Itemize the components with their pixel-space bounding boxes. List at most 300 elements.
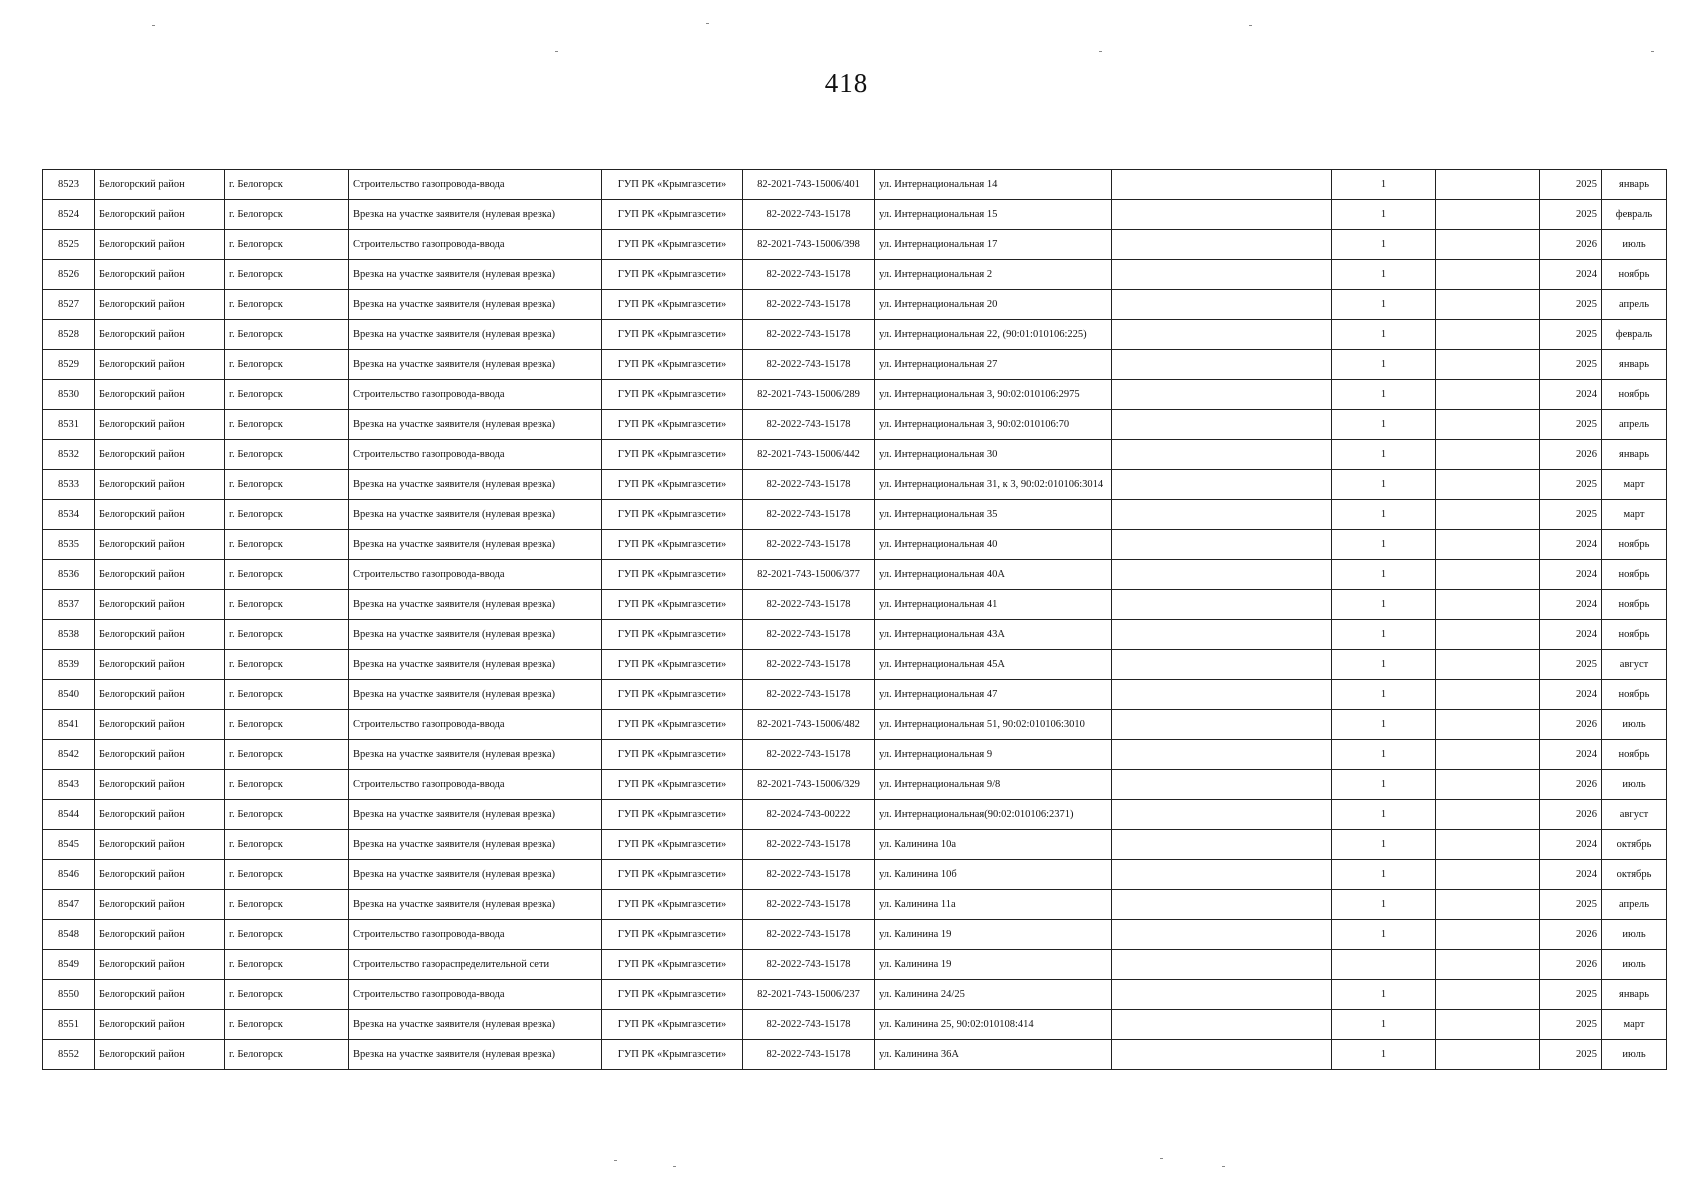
work-type-cell: Врезка на участке заявителя (нулевая врезка) <box>349 530 602 560</box>
year-cell: 2024 <box>1540 860 1602 890</box>
address-cell: ул. Интернациональная 41 <box>875 590 1112 620</box>
contract-number-cell: 82-2021-743-15006/377 <box>743 560 875 590</box>
district-cell: Белогорский район <box>95 920 225 950</box>
empty-cell <box>1112 950 1332 980</box>
contract-number-cell: 82-2022-743-15178 <box>743 1010 875 1040</box>
row-number: 8525 <box>43 230 95 260</box>
empty-cell <box>1436 830 1540 860</box>
table-row <box>43 560 1667 590</box>
empty-cell <box>1436 1040 1540 1070</box>
quantity-cell: 1 <box>1332 530 1436 560</box>
quantity-cell: 1 <box>1332 410 1436 440</box>
quantity-cell: 1 <box>1332 800 1436 830</box>
organization-cell: ГУП РК «Крымгазсети» <box>602 350 743 380</box>
contract-number-cell: 82-2022-743-15178 <box>743 350 875 380</box>
city-cell: г. Белогорск <box>225 680 349 710</box>
quantity-cell: 1 <box>1332 650 1436 680</box>
organization-cell: ГУП РК «Крымгазсети» <box>602 230 743 260</box>
empty-cell <box>1436 260 1540 290</box>
year-cell: 2025 <box>1540 1040 1602 1070</box>
row-number: 8546 <box>43 860 95 890</box>
address-cell: ул. Калинина 25, 90:02:010108:414 <box>875 1010 1112 1040</box>
work-type-cell: Врезка на участке заявителя (нулевая врезка) <box>349 350 602 380</box>
empty-cell <box>1112 710 1332 740</box>
empty-cell <box>1436 380 1540 410</box>
year-cell: 2025 <box>1540 200 1602 230</box>
empty-cell <box>1436 230 1540 260</box>
row-number: 8552 <box>43 1040 95 1070</box>
month-cell: март <box>1602 1010 1667 1040</box>
year-cell: 2024 <box>1540 560 1602 590</box>
empty-cell <box>1436 500 1540 530</box>
month-cell: июль <box>1602 920 1667 950</box>
address-cell: ул. Интернациональная 45А <box>875 650 1112 680</box>
month-cell: ноябрь <box>1602 380 1667 410</box>
table-row <box>43 740 1667 770</box>
city-cell: г. Белогорск <box>225 770 349 800</box>
table-row <box>43 1010 1667 1040</box>
work-type-cell: Строительство газопровода-ввода <box>349 710 602 740</box>
year-cell: 2026 <box>1540 950 1602 980</box>
address-cell: ул. Калинина 10б <box>875 860 1112 890</box>
year-cell: 2024 <box>1540 530 1602 560</box>
address-cell: ул. Интернациональная 14 <box>875 170 1112 200</box>
table-row <box>43 680 1667 710</box>
district-cell: Белогорский район <box>95 410 225 440</box>
table-row <box>43 620 1667 650</box>
empty-cell <box>1436 620 1540 650</box>
contract-number-cell: 82-2022-743-15178 <box>743 470 875 500</box>
month-cell: июль <box>1602 230 1667 260</box>
address-cell: ул. Интернациональная 9 <box>875 740 1112 770</box>
address-cell: ул. Калинина 19 <box>875 920 1112 950</box>
contract-number-cell: 82-2022-743-15178 <box>743 890 875 920</box>
work-type-cell: Врезка на участке заявителя (нулевая врезка) <box>349 800 602 830</box>
work-type-cell: Врезка на участке заявителя (нулевая врезка) <box>349 1010 602 1040</box>
quantity-cell: 1 <box>1332 590 1436 620</box>
district-cell: Белогорский район <box>95 260 225 290</box>
work-type-cell: Строительство газопровода-ввода <box>349 380 602 410</box>
contract-number-cell: 82-2022-743-15178 <box>743 200 875 230</box>
month-cell: ноябрь <box>1602 680 1667 710</box>
district-cell: Белогорский район <box>95 380 225 410</box>
year-cell: 2026 <box>1540 920 1602 950</box>
empty-cell <box>1436 440 1540 470</box>
organization-cell: ГУП РК «Крымгазсети» <box>602 950 743 980</box>
district-cell: Белогорский район <box>95 440 225 470</box>
organization-cell: ГУП РК «Крымгазсети» <box>602 980 743 1010</box>
district-cell: Белогорский район <box>95 860 225 890</box>
city-cell: г. Белогорск <box>225 170 349 200</box>
year-cell: 2026 <box>1540 800 1602 830</box>
work-type-cell: Строительство газопровода-ввода <box>349 170 602 200</box>
empty-cell <box>1112 890 1332 920</box>
organization-cell: ГУП РК «Крымгазсети» <box>602 320 743 350</box>
row-number: 8537 <box>43 590 95 620</box>
table-row <box>43 350 1667 380</box>
city-cell: г. Белогорск <box>225 950 349 980</box>
row-number: 8538 <box>43 620 95 650</box>
work-type-cell: Врезка на участке заявителя (нулевая врезка) <box>349 470 602 500</box>
empty-cell <box>1112 590 1332 620</box>
district-cell: Белогорский район <box>95 500 225 530</box>
city-cell: г. Белогорск <box>225 320 349 350</box>
city-cell: г. Белогорск <box>225 500 349 530</box>
organization-cell: ГУП РК «Крымгазсети» <box>602 170 743 200</box>
organization-cell: ГУП РК «Крымгазсети» <box>602 830 743 860</box>
empty-cell <box>1112 290 1332 320</box>
district-cell: Белогорский район <box>95 560 225 590</box>
contract-number-cell: 82-2022-743-15178 <box>743 500 875 530</box>
district-cell: Белогорский район <box>95 590 225 620</box>
year-cell: 2024 <box>1540 260 1602 290</box>
month-cell: январь <box>1602 170 1667 200</box>
row-number: 8547 <box>43 890 95 920</box>
row-number: 8526 <box>43 260 95 290</box>
contract-number-cell: 82-2022-743-15178 <box>743 650 875 680</box>
quantity-cell: 1 <box>1332 380 1436 410</box>
month-cell: январь <box>1602 350 1667 380</box>
organization-cell: ГУП РК «Крымгазсети» <box>602 680 743 710</box>
contract-number-cell: 82-2021-743-15006/482 <box>743 710 875 740</box>
address-cell: ул. Интернациональная 3, 90:02:010106:2975 <box>875 380 1112 410</box>
city-cell: г. Белогорск <box>225 1010 349 1040</box>
month-cell: февраль <box>1602 320 1667 350</box>
row-number: 8524 <box>43 200 95 230</box>
row-number: 8528 <box>43 320 95 350</box>
contract-number-cell: 82-2022-743-15178 <box>743 920 875 950</box>
city-cell: г. Белогорск <box>225 590 349 620</box>
quantity-cell: 1 <box>1332 470 1436 500</box>
work-type-cell: Строительство газораспределительной сети <box>349 950 602 980</box>
table-row <box>43 320 1667 350</box>
city-cell: г. Белогорск <box>225 470 349 500</box>
month-cell: февраль <box>1602 200 1667 230</box>
table-row <box>43 1040 1667 1070</box>
table-row <box>43 200 1667 230</box>
organization-cell: ГУП РК «Крымгазсети» <box>602 890 743 920</box>
table-row <box>43 710 1667 740</box>
empty-cell <box>1112 980 1332 1010</box>
empty-cell <box>1112 230 1332 260</box>
empty-cell <box>1436 860 1540 890</box>
year-cell: 2026 <box>1540 710 1602 740</box>
month-cell: июль <box>1602 950 1667 980</box>
month-cell: октябрь <box>1602 860 1667 890</box>
quantity-cell: 1 <box>1332 890 1436 920</box>
empty-cell <box>1436 1010 1540 1040</box>
quantity-cell: 1 <box>1332 740 1436 770</box>
table-row <box>43 950 1667 980</box>
empty-cell <box>1112 830 1332 860</box>
address-cell: ул. Калинина 11а <box>875 890 1112 920</box>
month-cell: ноябрь <box>1602 260 1667 290</box>
empty-cell <box>1436 410 1540 440</box>
work-type-cell: Врезка на участке заявителя (нулевая врезка) <box>349 680 602 710</box>
empty-cell <box>1112 500 1332 530</box>
row-number: 8544 <box>43 800 95 830</box>
work-type-cell: Врезка на участке заявителя (нулевая врезка) <box>349 290 602 320</box>
empty-cell <box>1436 740 1540 770</box>
work-type-cell: Врезка на участке заявителя (нулевая врезка) <box>349 320 602 350</box>
empty-cell <box>1112 260 1332 290</box>
month-cell: ноябрь <box>1602 740 1667 770</box>
year-cell: 2024 <box>1540 590 1602 620</box>
month-cell: ноябрь <box>1602 530 1667 560</box>
month-cell: январь <box>1602 440 1667 470</box>
address-cell: ул. Интернациональная 17 <box>875 230 1112 260</box>
address-cell: ул. Интернациональная 47 <box>875 680 1112 710</box>
year-cell: 2024 <box>1540 380 1602 410</box>
quantity-cell: 1 <box>1332 260 1436 290</box>
table-row <box>43 590 1667 620</box>
address-cell: ул. Калинина 36А <box>875 1040 1112 1070</box>
district-cell: Белогорский район <box>95 320 225 350</box>
row-number: 8533 <box>43 470 95 500</box>
quantity-cell: 1 <box>1332 290 1436 320</box>
empty-cell <box>1112 320 1332 350</box>
table-row <box>43 770 1667 800</box>
empty-cell <box>1112 920 1332 950</box>
quantity-cell: 1 <box>1332 1010 1436 1040</box>
quantity-cell: 1 <box>1332 920 1436 950</box>
address-cell: ул. Интернациональная 3, 90:02:010106:70 <box>875 410 1112 440</box>
month-cell: ноябрь <box>1602 620 1667 650</box>
address-cell: ул. Интернациональная(90:02:010106:2371) <box>875 800 1112 830</box>
organization-cell: ГУП РК «Крымгазсети» <box>602 410 743 440</box>
work-type-cell: Врезка на участке заявителя (нулевая врезка) <box>349 890 602 920</box>
table-row <box>43 230 1667 260</box>
empty-cell <box>1436 590 1540 620</box>
table-row <box>43 380 1667 410</box>
city-cell: г. Белогорск <box>225 1040 349 1070</box>
address-cell: ул. Интернациональная 9/8 <box>875 770 1112 800</box>
table-row <box>43 800 1667 830</box>
row-number: 8529 <box>43 350 95 380</box>
address-cell: ул. Интернациональная 35 <box>875 500 1112 530</box>
row-number: 8527 <box>43 290 95 320</box>
row-number: 8545 <box>43 830 95 860</box>
organization-cell: ГУП РК «Крымгазсети» <box>602 740 743 770</box>
table-row <box>43 290 1667 320</box>
work-type-cell: Врезка на участке заявителя (нулевая врезка) <box>349 500 602 530</box>
month-cell: июль <box>1602 710 1667 740</box>
month-cell: ноябрь <box>1602 560 1667 590</box>
city-cell: г. Белогорск <box>225 800 349 830</box>
organization-cell: ГУП РК «Крымгазсети» <box>602 860 743 890</box>
year-cell: 2026 <box>1540 230 1602 260</box>
contract-number-cell: 82-2021-743-15006/401 <box>743 170 875 200</box>
contract-number-cell: 82-2024-743-00222 <box>743 800 875 830</box>
year-cell: 2026 <box>1540 440 1602 470</box>
quantity-cell: 1 <box>1332 500 1436 530</box>
empty-cell <box>1436 800 1540 830</box>
row-number: 8549 <box>43 950 95 980</box>
empty-cell <box>1436 290 1540 320</box>
district-cell: Белогорский район <box>95 740 225 770</box>
city-cell: г. Белогорск <box>225 650 349 680</box>
month-cell: март <box>1602 500 1667 530</box>
district-cell: Белогорский район <box>95 350 225 380</box>
empty-cell <box>1436 890 1540 920</box>
work-type-cell: Врезка на участке заявителя (нулевая врезка) <box>349 1040 602 1070</box>
district-cell: Белогорский район <box>95 620 225 650</box>
quantity-cell: 1 <box>1332 860 1436 890</box>
city-cell: г. Белогорск <box>225 260 349 290</box>
quantity-cell: 1 <box>1332 830 1436 860</box>
quantity-cell: 1 <box>1332 200 1436 230</box>
district-cell: Белогорский район <box>95 830 225 860</box>
address-cell: ул. Интернациональная 51, 90:02:010106:3010 <box>875 710 1112 740</box>
empty-cell <box>1112 770 1332 800</box>
city-cell: г. Белогорск <box>225 890 349 920</box>
empty-cell <box>1436 680 1540 710</box>
organization-cell: ГУП РК «Крымгазсети» <box>602 560 743 590</box>
contract-number-cell: 82-2022-743-15178 <box>743 830 875 860</box>
contract-number-cell: 82-2022-743-15178 <box>743 950 875 980</box>
row-number: 8535 <box>43 530 95 560</box>
contract-number-cell: 82-2022-743-15178 <box>743 590 875 620</box>
year-cell: 2024 <box>1540 740 1602 770</box>
quantity-cell: 1 <box>1332 710 1436 740</box>
district-cell: Белогорский район <box>95 1040 225 1070</box>
contract-number-cell: 82-2021-743-15006/442 <box>743 440 875 470</box>
empty-cell <box>1112 470 1332 500</box>
organization-cell: ГУП РК «Крымгазсети» <box>602 470 743 500</box>
district-cell: Белогорский район <box>95 710 225 740</box>
empty-cell <box>1112 680 1332 710</box>
month-cell: апрель <box>1602 890 1667 920</box>
row-number: 8532 <box>43 440 95 470</box>
city-cell: г. Белогорск <box>225 440 349 470</box>
district-cell: Белогорский район <box>95 890 225 920</box>
organization-cell: ГУП РК «Крымгазсети» <box>602 380 743 410</box>
table-row <box>43 530 1667 560</box>
quantity-cell: 1 <box>1332 350 1436 380</box>
district-cell: Белогорский район <box>95 230 225 260</box>
contract-number-cell: 82-2022-743-15178 <box>743 530 875 560</box>
address-cell: ул. Калинина 10а <box>875 830 1112 860</box>
contract-number-cell: 82-2021-743-15006/398 <box>743 230 875 260</box>
organization-cell: ГУП РК «Крымгазсети» <box>602 590 743 620</box>
empty-cell <box>1112 800 1332 830</box>
work-type-cell: Врезка на участке заявителя (нулевая врезка) <box>349 410 602 440</box>
empty-cell <box>1112 380 1332 410</box>
work-type-cell: Строительство газопровода-ввода <box>349 440 602 470</box>
table-row <box>43 260 1667 290</box>
row-number: 8534 <box>43 500 95 530</box>
empty-cell <box>1436 650 1540 680</box>
city-cell: г. Белогорск <box>225 410 349 440</box>
organization-cell: ГУП РК «Крымгазсети» <box>602 260 743 290</box>
month-cell: август <box>1602 650 1667 680</box>
year-cell: 2025 <box>1540 470 1602 500</box>
organization-cell: ГУП РК «Крымгазсети» <box>602 530 743 560</box>
city-cell: г. Белогорск <box>225 620 349 650</box>
year-cell: 2025 <box>1540 410 1602 440</box>
empty-cell <box>1112 530 1332 560</box>
year-cell: 2025 <box>1540 980 1602 1010</box>
table-row <box>43 170 1667 200</box>
year-cell: 2025 <box>1540 1010 1602 1040</box>
year-cell: 2025 <box>1540 170 1602 200</box>
table-row <box>43 470 1667 500</box>
table-row <box>43 980 1667 1010</box>
empty-cell <box>1112 410 1332 440</box>
city-cell: г. Белогорск <box>225 830 349 860</box>
district-cell: Белогорский район <box>95 650 225 680</box>
address-cell: ул. Интернациональная 2 <box>875 260 1112 290</box>
address-cell: ул. Интернациональная 20 <box>875 290 1112 320</box>
city-cell: г. Белогорск <box>225 230 349 260</box>
empty-cell <box>1112 650 1332 680</box>
quantity-cell: 1 <box>1332 620 1436 650</box>
month-cell: июль <box>1602 1040 1667 1070</box>
empty-cell <box>1436 470 1540 500</box>
work-type-cell: Врезка на участке заявителя (нулевая врезка) <box>349 200 602 230</box>
organization-cell: ГУП РК «Крымгазсети» <box>602 290 743 320</box>
address-cell: ул. Интернациональная 40А <box>875 560 1112 590</box>
quantity-cell: 1 <box>1332 1040 1436 1070</box>
work-type-cell: Врезка на участке заявителя (нулевая врезка) <box>349 860 602 890</box>
district-cell: Белогорский район <box>95 170 225 200</box>
city-cell: г. Белогорск <box>225 710 349 740</box>
quantity-cell: 1 <box>1332 560 1436 590</box>
organization-cell: ГУП РК «Крымгазсети» <box>602 770 743 800</box>
contract-number-cell: 82-2022-743-15178 <box>743 1040 875 1070</box>
city-cell: г. Белогорск <box>225 920 349 950</box>
work-type-cell: Строительство газопровода-ввода <box>349 920 602 950</box>
row-number: 8539 <box>43 650 95 680</box>
year-cell: 2025 <box>1540 290 1602 320</box>
address-cell: ул. Интернациональная 15 <box>875 200 1112 230</box>
organization-cell: ГУП РК «Крымгазсети» <box>602 710 743 740</box>
empty-cell <box>1436 320 1540 350</box>
table-row <box>43 440 1667 470</box>
contract-number-cell: 82-2021-743-15006/237 <box>743 980 875 1010</box>
work-type-cell: Врезка на участке заявителя (нулевая врезка) <box>349 650 602 680</box>
year-cell: 2024 <box>1540 680 1602 710</box>
city-cell: г. Белогорск <box>225 380 349 410</box>
empty-cell <box>1436 200 1540 230</box>
work-type-cell: Строительство газопровода-ввода <box>349 560 602 590</box>
quantity-cell: 1 <box>1332 230 1436 260</box>
district-cell: Белогорский район <box>95 770 225 800</box>
row-number: 8548 <box>43 920 95 950</box>
work-type-cell: Строительство газопровода-ввода <box>349 770 602 800</box>
quantity-cell <box>1332 950 1436 980</box>
address-cell: ул. Интернациональная 40 <box>875 530 1112 560</box>
year-cell: 2025 <box>1540 650 1602 680</box>
empty-cell <box>1436 920 1540 950</box>
month-cell: апрель <box>1602 290 1667 320</box>
row-number: 8530 <box>43 380 95 410</box>
city-cell: г. Белогорск <box>225 860 349 890</box>
address-cell: ул. Интернациональная 22, (90:01:010106:225) <box>875 320 1112 350</box>
empty-cell <box>1112 740 1332 770</box>
gasification-plan-table <box>42 169 1667 1070</box>
contract-number-cell: 82-2022-743-15178 <box>743 620 875 650</box>
quantity-cell: 1 <box>1332 440 1436 470</box>
row-number: 8551 <box>43 1010 95 1040</box>
quantity-cell: 1 <box>1332 980 1436 1010</box>
empty-cell <box>1112 860 1332 890</box>
row-number: 8523 <box>43 170 95 200</box>
table-row <box>43 410 1667 440</box>
empty-cell <box>1436 530 1540 560</box>
organization-cell: ГУП РК «Крымгазсети» <box>602 1040 743 1070</box>
address-cell: ул. Интернациональная 27 <box>875 350 1112 380</box>
